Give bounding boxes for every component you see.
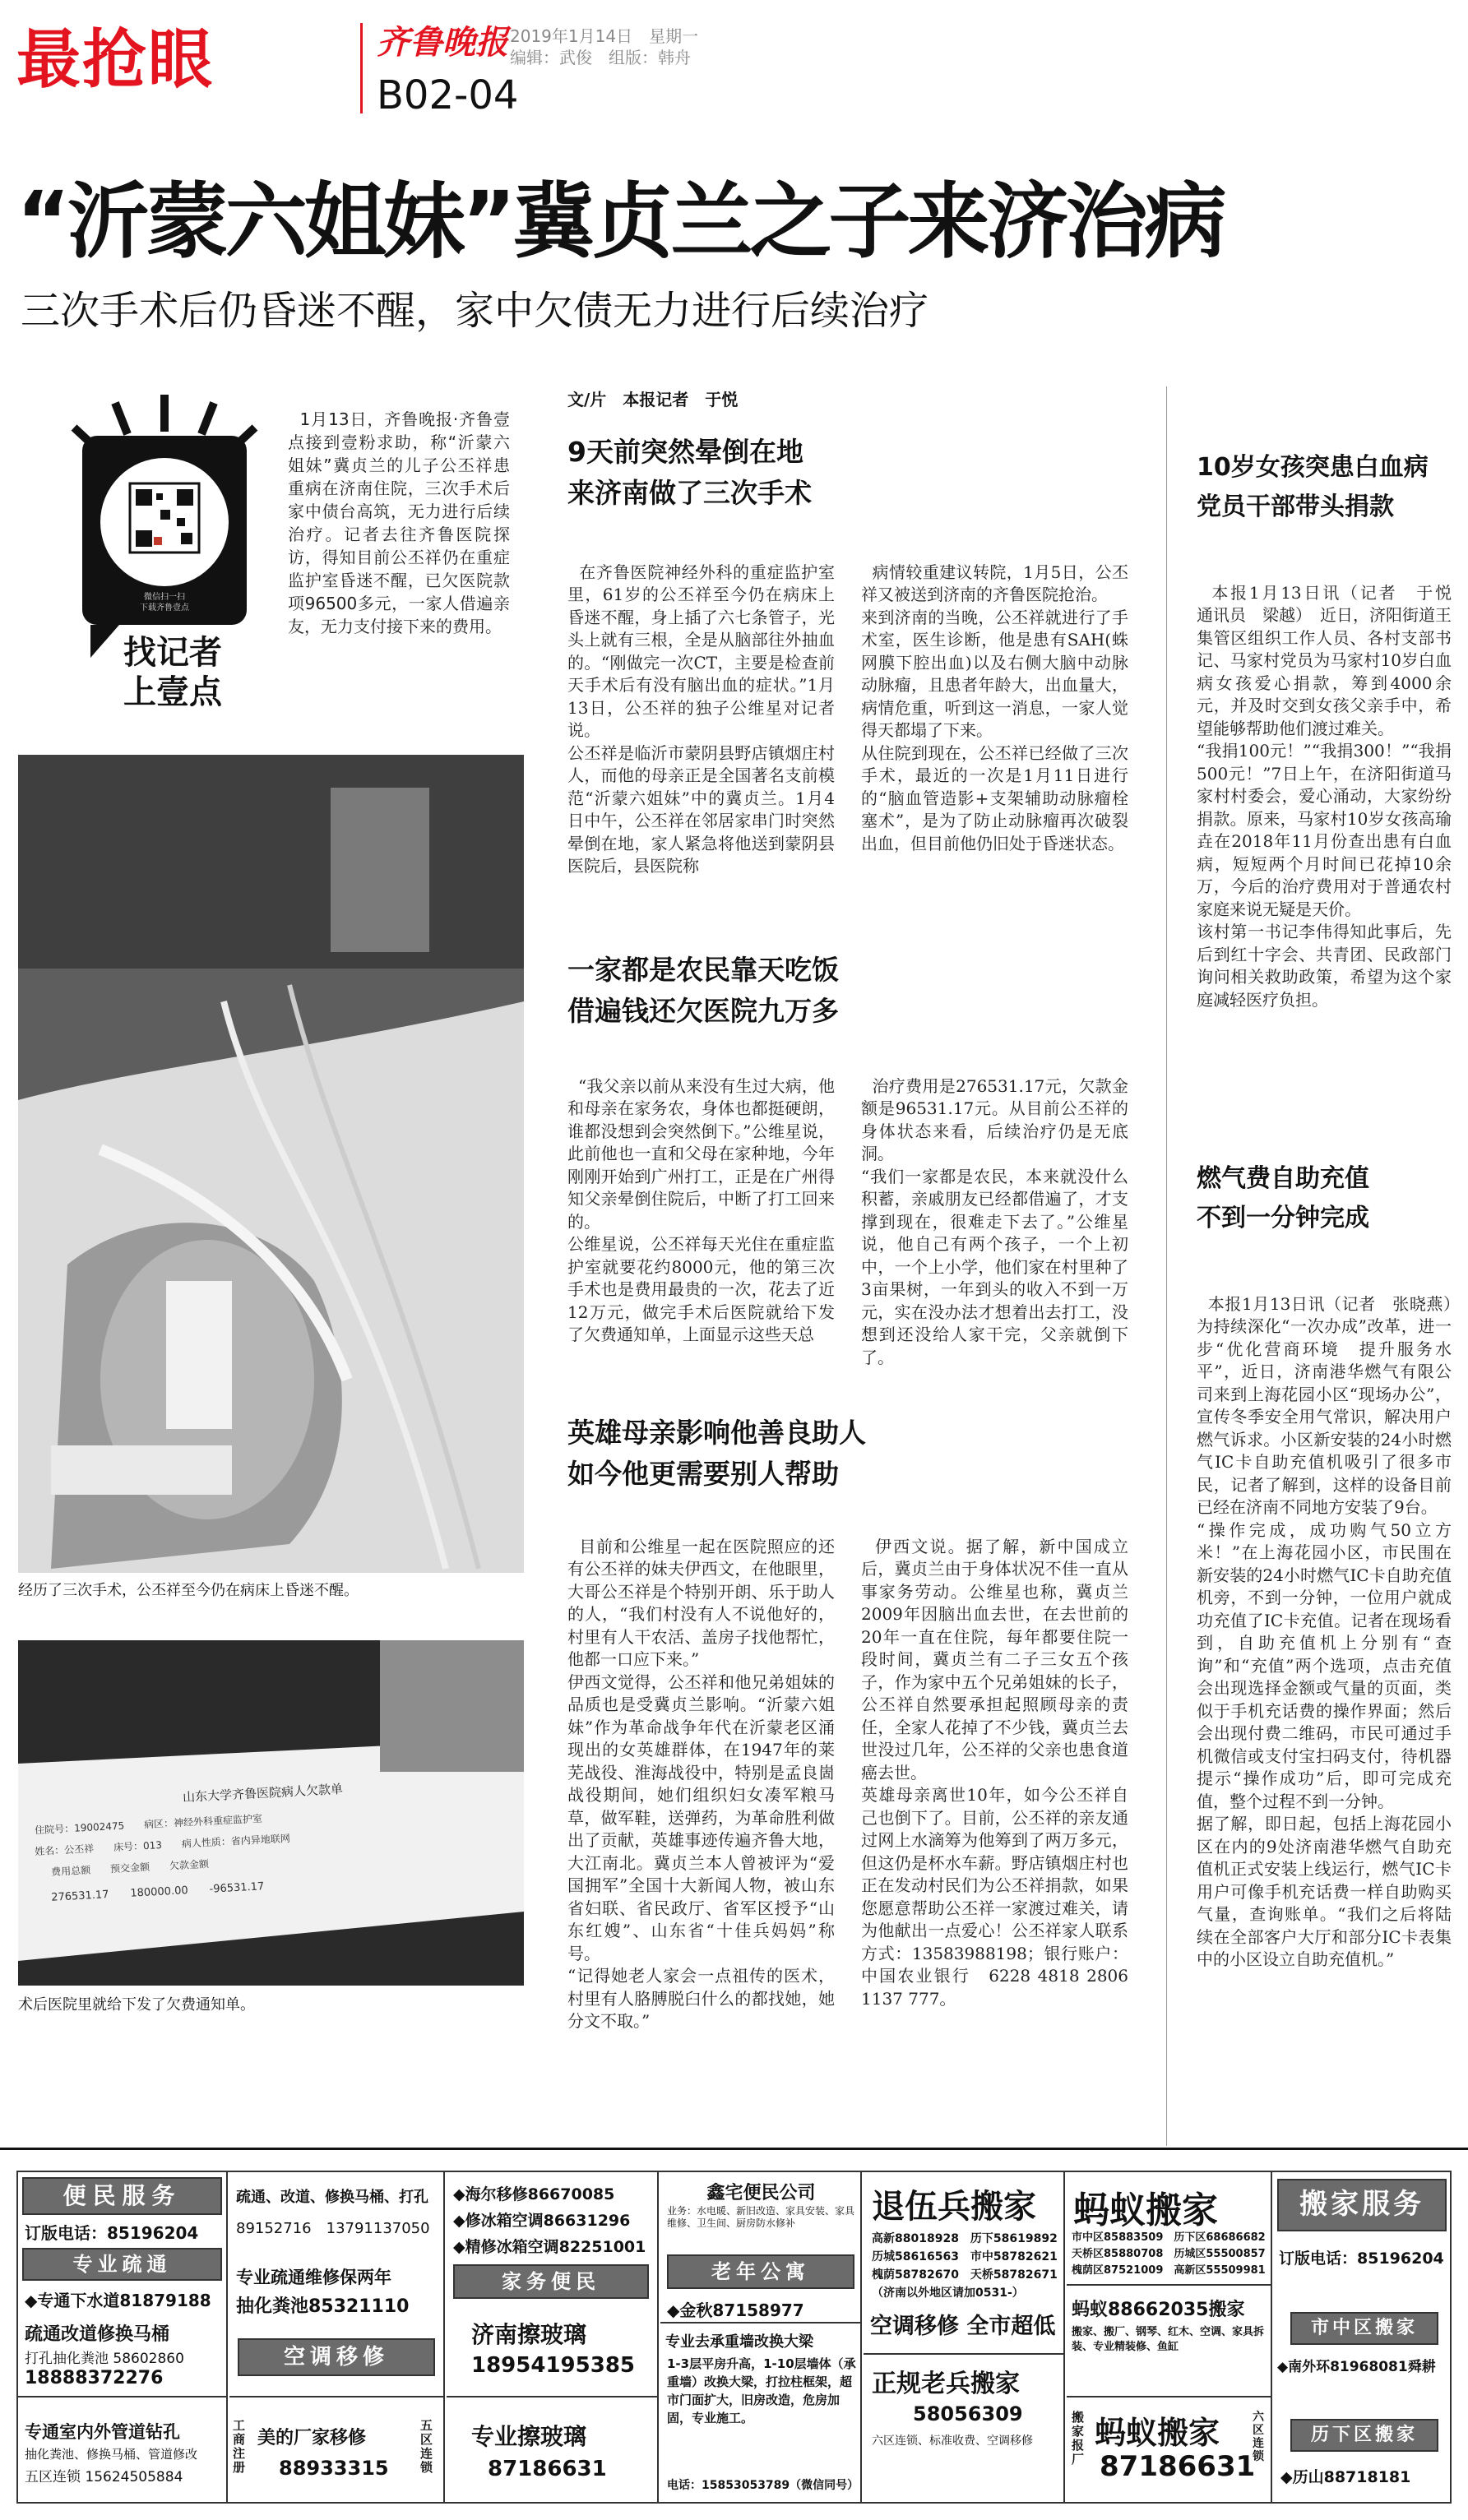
side1-heading [1197,448,1460,527]
promo-box [58,386,271,711]
side2-text: 本报1月13日讯（记者 张晓燕） 为持续深化“一次办成”改革，进一步“优化营商环境 提升服务水平”，近日，济南港华燃气有限公司来到上海花园小区“现场办公”，宣传冬季安全用气常识，解决用户燃气诉求。小区新安装的24小时燃气IC卡自助充值机吸引了很多市民，记者了解到，这样的设备目前已经在济南不同地方安装了9台。 “操作完成，成功购气50立方米！”在上海花园小区，市民围在新安装的24小时燃气IC卡自助充值机旁，不到一分钟，一位用户就成功充值了IC卡充值。记者在现场看到，自助充值机上分别有“查询”和“充值”两个选项，点击充值会出现选择金额或气量的页面，类似于手机充话费的操作界面；然后会出现付费二维码，市民可通过手机微信或支付宝扫码支付，待机器提示“操作成功”后，即可完成充值，整个过程不到一分钟。 据了解，即日起，包括上海花园小区在内的9处济南港华燃气自助充值机正式安装上线运行，燃气IC卡用户可像手机充话费一样自助购买气量，查询账单。“我们之后将陆续在全部客户大厅和部分IC卡表集中的小区设立自助充值机。” [1197,1293,1452,1969]
side1-text: 本报1月13日讯（记者 于悦 通讯员 梁越） 近日，济阳街道王集管区组织工作人员、各村支部书记、马家村党员为马家村10岁白血病女孩爱心捐款，筹到4000余元，并及时交到女孩父亲手中，希望能够帮助他们渡过难关。 “我捐100元！”“我捐300！”“我捐500元！”7日上午，在济阳街道马家村村委会，爱心涌动，大家纷纷捐款。原来，马家村10岁女孩高瑜垚在2018年11月份查出患有白血病，短短两个月时间已花掉10余万，今后的治疗费用对于普通农村家庭来说无疑是天价。 该村第一书记李伟得知此事后，先后到红十字会、共青团、民政部门询问相关救助政策，希望为这个家庭减轻医疗负担。 [1197,582,1452,1010]
qiangti-desc: 1-3层平房升高，1-10层墙体（承重墙）改换大梁，打拉柱框架，超市门面扩大，旧房改造，危房加固，专业施工。 [667,2356,856,2425]
side2-heading-line2: 不到一分钟完成 [1197,1204,1369,1232]
col2-line6: 美的厂家移修 [257,2428,367,2448]
bianmin-banner: 便民服务 [22,2177,222,2215]
mayi-title: 蚂蚁搬家 [1073,2189,1218,2231]
qiangti-title: 专业去承重墙改换大梁 [665,2333,813,2351]
boli2-title: 专业擦玻璃 [471,2423,587,2450]
gaizao-title: 疏通改道修换马桶 [25,2324,170,2345]
mayi2-desc: 搬家、搬厂、钢琴、红木、空调、家具拆装、专业精装修、鱼缸 [1072,2326,1265,2353]
masthead [0,0,1468,132]
classifieds-top-rule [0,2148,1468,2150]
section2-col2 [861,1052,1128,1385]
photo1-caption: 经历了三次手术，公丕祥至今仍在病床上昏迷不醒。 [18,1582,359,1599]
boli1-phone: 18954195385 [471,2353,635,2378]
masthead-divider [360,23,363,113]
ad-col1 [18,2172,228,2502]
patient-photo [18,755,524,1573]
zhenggui-title: 正规老兵搬家 [872,2370,1020,2398]
shutong-banner: 专业疏通 [22,2248,222,2281]
ad-col5-divider [864,2353,1065,2355]
promo-label-2: 上壹点 [123,673,222,711]
zhenggui-phone: 58056309 [913,2402,1023,2425]
section1-heading-line2: 来济南做了三次手术 [567,477,812,509]
mayi2-title: 蚂蚁88662035搬家 [1072,2300,1245,2320]
banjia-phone: 订版电话：85196204 [1279,2250,1444,2268]
section2-heading-line2: 借遍钱还欠医院九万多 [567,995,839,1027]
subheadline: 三次手术后仍昏迷不醒，家中欠债无力进行后续治疗 [21,288,929,334]
side1-heading-line1: 10岁女孩突患白血病 [1197,453,1429,482]
gaizao-line2: 打孔抽化粪池 58602860 [25,2351,184,2367]
editors-line: 编辑：武俊 组版：韩舟 [510,48,691,67]
section3-col2 [861,1513,1128,2125]
side2-body [1197,1270,1452,2125]
side1-heading-line2: 党员干部带头捐款 [1197,492,1394,521]
section1-col1 [567,539,835,946]
section2-heading-line1: 一家都是农民靠天吃饭 [567,954,839,986]
ad-col5 [864,2172,1065,2502]
receipt-line4: 276531.17 180000.00 -96531.17 [50,1880,265,1904]
guandao-line2: 抽化粪池、修换马桶、管道修改 [25,2447,198,2462]
col2-line8: 五区连锁 [420,2418,433,2475]
col2-line5: 工商注册 [233,2418,246,2475]
mayi3-phone: 87186631 [1100,2450,1256,2483]
tuiwubing-lines: 高新88018928 历下58619892 历城58616563 市中58782621 槐荫58782670 天桥58782671 （济南以外地区请加0531-） [872,2232,1058,2300]
zhenggui-desc: 六区连锁、标准收费、空调移修 [872,2434,1033,2448]
section1-heading [567,432,1143,514]
bianmin-phone: 订版电话：85196204 [25,2223,199,2243]
section3-col1 [567,1513,835,2125]
section3-heading [567,1413,1143,1495]
side2-heading [1197,1159,1460,1238]
byline: 文/片 本报记者 于悦 [567,390,739,409]
col2-line7: 88933315 [279,2457,389,2480]
page-code: B02-04 [377,72,519,118]
headline: “沂蒙六姐妹”冀贞兰之子来济治病 [16,173,1224,270]
boli2-phone: 87186631 [488,2457,607,2481]
banjia-banner: 搬家服务 [1277,2179,1447,2231]
ad-col4-divider [660,2322,862,2323]
tuiwubing-title: 退伍兵搬家 [872,2188,1036,2226]
ad-col3 [447,2172,659,2502]
ad-col6-divider [1067,2284,1272,2286]
lead-text: 1月13日，齐鲁晚报·齐鲁壹点接到壹粉求助，称“沂蒙六姐妹”冀贞兰的儿子公丕祥患重病在济南住院，三次手术后家中债台高筑，无力进行后续治疗。记者去往齐鲁医院探访，得知目前公丕祥仍在重症监护室昏迷不醒，已欠医院款项96500多元，一家人借遍亲友，无力支付接下来的费用。 [288,409,511,636]
nanwaihuan-line: ◆南外环81968081舜耕 [1277,2359,1436,2375]
jiawu-banner: 家务便民 [453,2264,649,2299]
shizhong-banner: 市中区搬家 [1290,2312,1438,2345]
ad-col4 [660,2172,862,2502]
ad-col6 [1067,2172,1272,2502]
col2-line1: 疏通、改道、修换马桶、打孔 [236,2189,428,2206]
section1-col2-text: 病情较重建议转院，1月5日，公丕祥又被送到济南的齐鲁医院抢治。 来到济南的当晚，公丕祥就进行了手术室，医生诊断，他是患有SAH(蛛网膜下腔出血)以及右侧大脑中动脉动脉瘤，且患者年龄大，出血量大，病情危重，听到这一消息，一家人觉得天都塌了下来。 从住院到现在，公丕祥已经做了三次手术，最近的一次是1月11日进行的“脑血管造影+支架辅助动脉瘤栓塞术”，是为了防止动脉瘤再次破裂出血，但目前他仍旧处于昏迷状态。 [861,562,1129,853]
ad-col2-divider [229,2396,445,2397]
kongtiao-banner: 空调移修 [238,2338,435,2376]
section2-col1-text: “我父亲以前从来没有生过大病，他和母亲在家务农，身体也都挺硬朗，谁都没想到会突然倒下。”公维星说，此前他也一直和父母在家种地，今年刚刚开始到广州打工，正是在广州得知父亲晕倒住院后，中断了打工回来的。 公维星说，公丕祥每天光住在重症监护室就要花约8000元，他的第三次手术也是费用最贵的一次，花去了近12万元，做完手术后医院就给下发了欠费通知单，上面显示这些天总 [567,1075,835,1344]
mayi3-tag2: 六区连锁 [1253,2411,1264,2463]
lixia-banner: 历下区搬家 [1290,2419,1438,2452]
guandao-line3: 五区连锁 15624505884 [25,2469,183,2485]
mayi3-tag: 搬家报厂 [1072,2410,1085,2467]
kongtiao2-line: 空调移修 全市超低 [870,2314,1056,2339]
lishan-line: ◆历山88718181 [1280,2468,1411,2486]
photo2-caption: 术后医院里就给下发了欠费通知单。 [18,1996,255,2014]
paper-name: 齐鲁晚报 [377,23,508,62]
section1-col1-text: 在齐鲁医院神经外科的重症监护室里，61岁的公丕祥至今仍在病床上昏迷不醒，身上插了六七条管子，光头上就有三根，全是从脑部往外抽血的。“刚做完一次CT，主要是检查前天手术后有没有脑出血的症状。”1月13日，公丕祥的独子公维星对记者说。 公丕祥是临沂市蒙阴县野店镇烟庄村人，而他的母亲正是全国著名支前模范“沂蒙六姐妹”中的冀贞兰。1月4日中午，公丕祥在邻居家串门时突然晕倒在地，家人紧急将他送到蒙阴县医院后，县医院称 [567,562,835,876]
mayi-lines: 市中区85883509 历下区68686682 天桥区85880708 历城区55500857 槐荫区87521009 高新区55509981 [1072,2231,1266,2277]
receipt-line2: 姓名：公丕祥 床号：013 病人性质：省内异地联网 [34,1832,291,1858]
jingxiu-line: ◆精修冰箱空调82251001 [453,2238,646,2256]
section3-col2-text: 伊西文说。据了解，新中国成立后，冀贞兰由于身体状况不佳一直从事家务劳动。公维星也称，冀贞兰2009年因脑出血去世，在去世前的20年一直在住院，每年都要住院一段时间，冀贞兰有二子三女五个孩子，作为家中五个兄弟姐妹的长子，公丕祥自然要承担起照顾母亲的责任，全家人花掉了不少钱，冀贞兰去世没过几年，公丕祥的父亲也患食道癌去世。 英雄母亲离世10年，如今公丕祥自己也倒下了。目前，公丕祥的亲友通过网上水滴筹为他筹到了两万多元，但这仍是杯水车薪。野店镇烟庄村也正在发动村民们为公丕祥捐款，如果您愿意帮助公丕祥一家渡过难关，请为他献出一点爱心！公丕祥家人联系方式：13583988198；银行账户：中国农业银行 6228 4818 2806 1137 777。 [861,1536,1129,2009]
column-divider [1166,386,1167,2146]
section2-heading [567,950,1143,1032]
guandao-title: 专通室内外管道钻孔 [25,2422,180,2442]
laonian-banner: 老年公寓 [667,2254,854,2289]
section3-heading-line2: 如今他更需要别人帮助 [567,1458,839,1490]
col2-line4: 抽化粪池85321110 [236,2296,410,2317]
date-line: 2019年1月14日 星期一 [510,26,699,46]
ad-col1-divider [18,2396,228,2397]
section1-col2 [861,539,1128,946]
ad-col2 [229,2172,445,2502]
receipt-line1: 住院号：19002475 病区：神经外科重症监护室 [34,1812,263,1837]
ad-col6-divider2 [1067,2396,1272,2397]
haier-line: ◆海尔移修86670085 [453,2185,615,2203]
classifieds [16,2171,1452,2504]
promo-label-1: 找记者 [123,634,222,672]
xiuxiang-line: ◆修冰箱空调86631296 [453,2212,631,2230]
lead-paragraph [288,385,510,638]
mayi3-title: 蚂蚁搬家 [1095,2415,1220,2451]
section1-heading-line1: 9天前突然晕倒在地 [567,436,803,468]
col2-line2: 89152716 13791137050 [236,2220,430,2237]
receipt-photo [18,1640,524,1986]
side1-body [1197,559,1452,1110]
boli1-title: 济南擦玻璃 [471,2321,587,2348]
receipt-line3: 费用总额 预交金额 欠款金额 [50,1857,210,1879]
receipt-title: 山东大学齐鲁医院病人欠款单 [182,1781,344,1806]
xinzhai-title: 鑫宅便民公司 [706,2183,816,2203]
section2-col1 [567,1052,835,1385]
shutong-line: ◆专通下水道81879188 [25,2291,211,2310]
qr-caption: 微信扫一扫 下载齐鲁壹点 [140,593,189,613]
section2-col2-text: 治疗费用是276531.17元，欠款金额是96531.17元。从目前公丕祥的身体状态来看，后续治疗仍是无底洞。 “我们一家都是农民，本来就没什么积蓄，亲戚朋友已经都借遍了，才支撑到现在，很难走下去了。”公维星说，他自己有两个孩子，一个上初中，一个上小学，他们家在村里种了3亩果树，一年到头的收入不到一万元，实在没办法才想着出去打工，没想到还没给人家干完，父亲就倒下了。 [861,1075,1128,1367]
section3-col1-text: 目前和公维星一起在医院照应的还有公丕祥的妹夫伊西文，在他眼里，大哥公丕祥是个特别开朗、乐于助人的人，“我们村没有人不说他好的，村里有人干农活、盖房子找他帮忙，他都一口应下来。” 伊西文觉得，公丕祥和他兄弟姐妹的品质也是受冀贞兰影响。“沂蒙六姐妹”作为革命战争年代在沂蒙老区涌现出的女英雄群体，在1947年的莱芜战役、淮海战役中，特别是孟良崮战役期间，她们组织妇女凑军粮马草，做军鞋，送弹药，为革命胜利做出了贡献，英雄事迹传遍齐鲁大地，大江南北。冀贞兰本人曾被评为“爱国拥军”全国十大新闻人物，被山东省妇联、省民政厅、省军区授予“山东红嫂”、山东省“十佳兵妈妈”称号。 “记得她老人家会一点祖传的医术，村里有人胳膊脱臼什么的都找她，她分文不取。” [567,1536,835,2031]
col2-line3: 专业疏通维修保两年 [236,2268,391,2287]
jinsu-line: ◆金秋87158977 [667,2300,804,2320]
section3-heading-line1: 英雄母亲影响他善良助人 [567,1417,866,1449]
ad-col7 [1274,2172,1450,2502]
xinzhai-desc: 业务：水电暖、新旧改造、家具安装、家具维修、卫生间、厨房防水修补 [667,2205,855,2229]
qiangti-phone: 电话：15853053789（微信同号） [667,2479,859,2492]
side2-heading-line1: 燃气费自助充值 [1197,1164,1369,1193]
section-title: 最抢眼 [16,23,215,97]
gaizao-line3: 18888372276 [25,2368,164,2388]
ad-col3-divider [447,2396,659,2397]
